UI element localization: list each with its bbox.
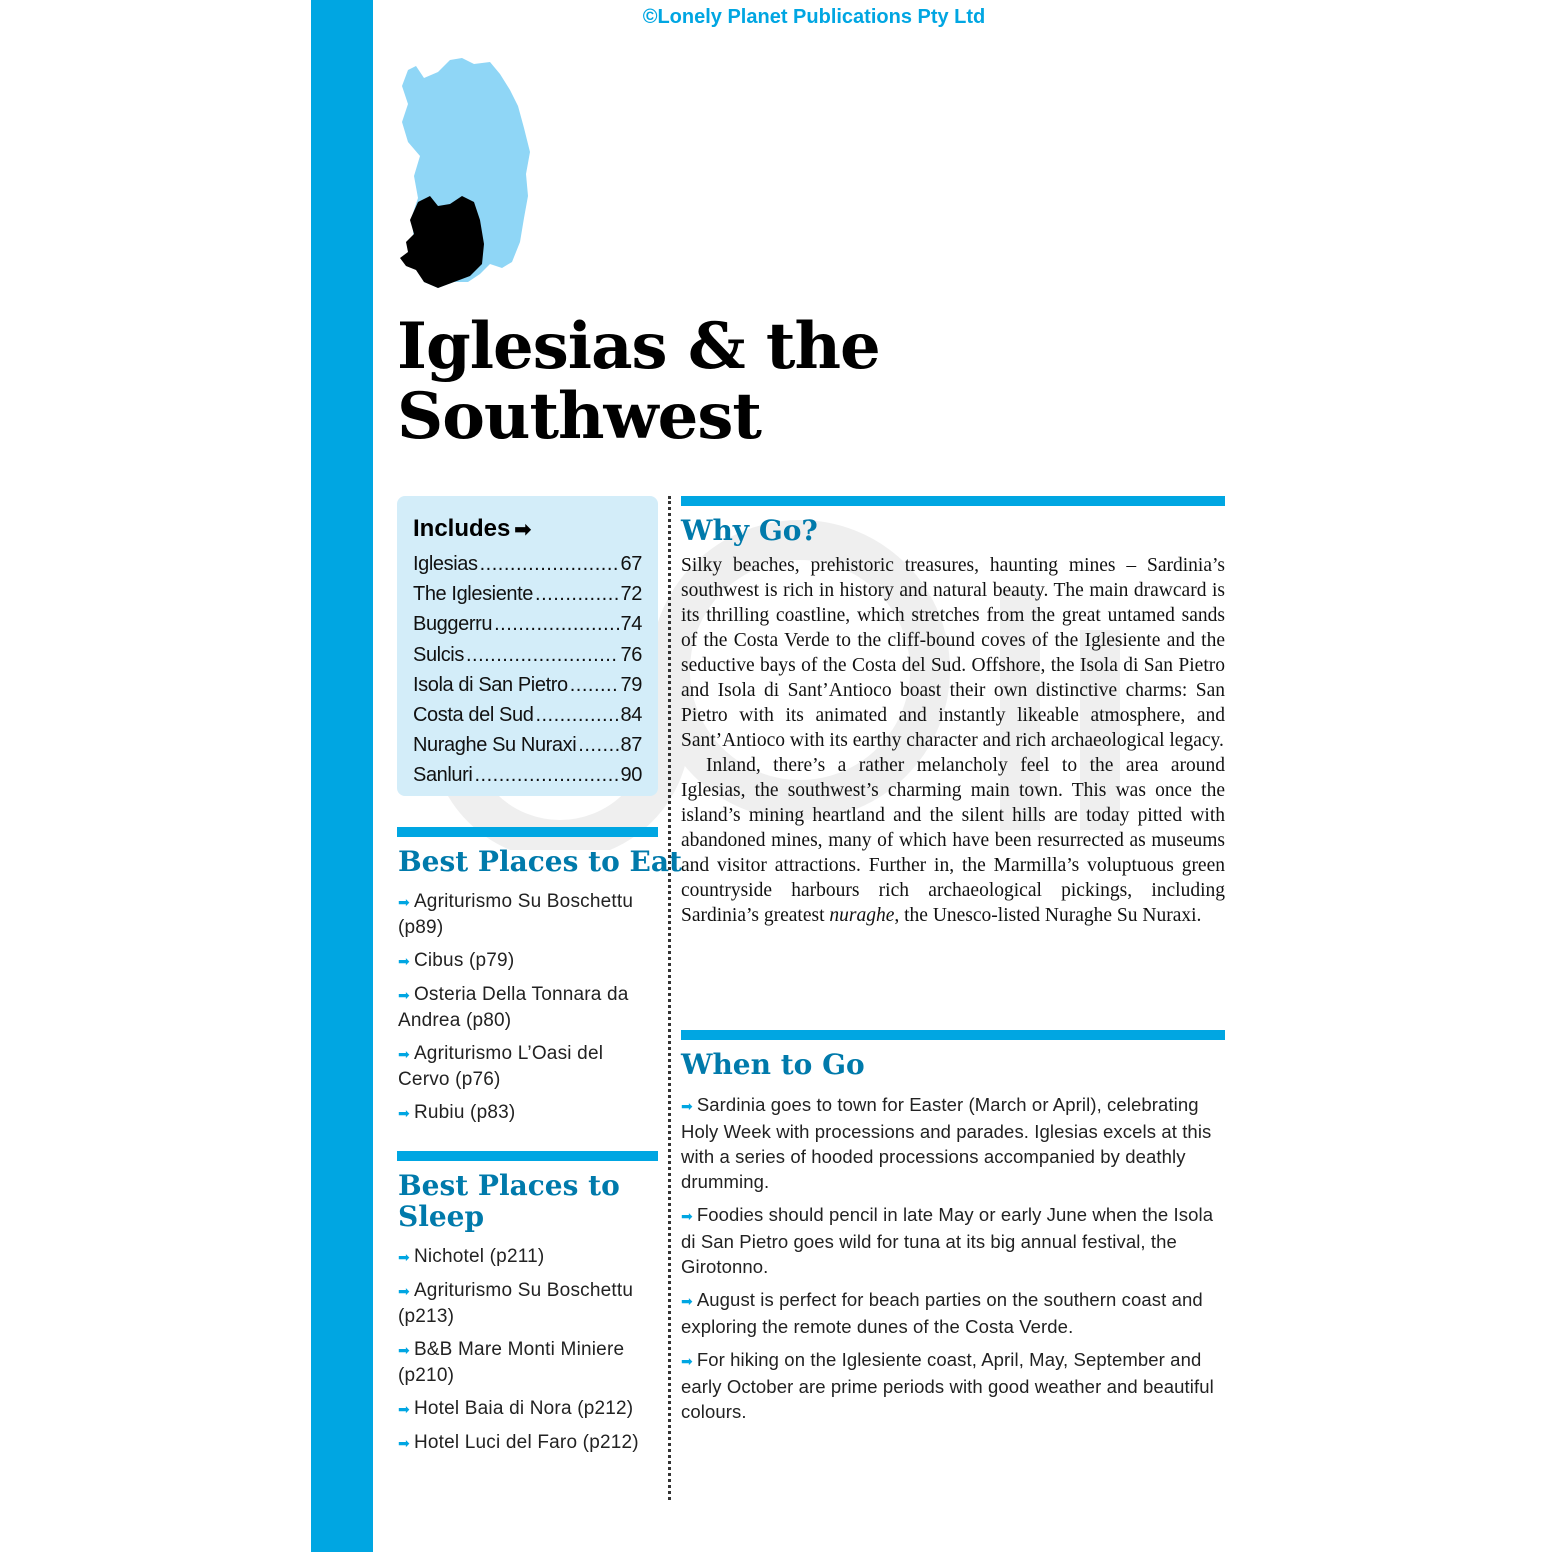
eat-section-rule bbox=[397, 827, 658, 837]
page-title-line2: Southwest bbox=[397, 379, 761, 454]
arrow-right-icon: ➡ bbox=[398, 1046, 410, 1062]
dot-leader bbox=[474, 760, 618, 790]
list-item-text: Agriturismo L’Oasi del Cervo (p76) bbox=[398, 1043, 604, 1090]
southwest-region-shape bbox=[400, 196, 484, 288]
list-item bbox=[398, 1430, 660, 1456]
arrow-right-icon: ➡ bbox=[681, 1293, 693, 1309]
includes-item-label: Nuraghe Su Nuraxi bbox=[413, 734, 577, 757]
list-item-text: For hiking on the Iglesiente coast, April, May, September and early October are prime periods with good weather and beautiful colours. bbox=[681, 1349, 1214, 1422]
list-item bbox=[398, 889, 660, 940]
arrow-right-icon: ➡ bbox=[398, 1105, 410, 1121]
sleep-heading bbox=[398, 1170, 620, 1232]
why-go-rule bbox=[681, 496, 1225, 506]
eat-heading: Best Places to Eat bbox=[398, 845, 682, 878]
sleep-list bbox=[398, 1244, 660, 1464]
arrow-right-icon: ➡ bbox=[398, 1435, 410, 1451]
includes-item[interactable] bbox=[413, 730, 642, 760]
includes-item-page: 67 bbox=[620, 553, 642, 575]
includes-item-page: 90 bbox=[620, 764, 642, 787]
includes-item-label: Costa del Sud bbox=[413, 704, 534, 727]
arrow-right-icon: ➡ bbox=[398, 1401, 410, 1417]
list-item bbox=[398, 1244, 660, 1270]
column-divider bbox=[668, 496, 671, 1500]
page-title bbox=[397, 309, 880, 454]
list-item-text: August is perfect for beach parties on the southern coast and exploring the remote dunes of the Costa Verde. bbox=[681, 1289, 1203, 1337]
includes-item[interactable] bbox=[413, 670, 642, 700]
includes-item-page: 79 bbox=[620, 673, 642, 696]
includes-item-label: Iglesias bbox=[413, 553, 478, 575]
includes-item-page: 74 bbox=[620, 613, 642, 636]
list-item bbox=[398, 1041, 660, 1092]
why-go-paragraph-2 bbox=[681, 753, 1225, 928]
includes-item-label: Sulcis bbox=[413, 643, 464, 666]
list-item-text: Foodies should pencil in late May or early June when the Isola di San Pietro goes wild for tuna at its big annual festival, the Girotonno. bbox=[681, 1204, 1214, 1277]
arrow-right-icon: ➡ bbox=[398, 1342, 410, 1358]
dot-leader bbox=[494, 609, 618, 639]
arrow-right-icon: ➡ bbox=[398, 1283, 410, 1299]
list-item bbox=[681, 1347, 1225, 1424]
sleep-heading-line1: Best Places to bbox=[398, 1169, 620, 1202]
why-go-body bbox=[681, 553, 1225, 928]
list-item bbox=[398, 1100, 660, 1126]
list-item-text: Osteria Della Tonnara da Andrea (p80) bbox=[398, 984, 629, 1031]
list-item bbox=[398, 1396, 660, 1422]
list-item bbox=[681, 1202, 1225, 1279]
sardinia-locator-map bbox=[394, 56, 534, 292]
when-to-go-list bbox=[681, 1092, 1225, 1432]
list-item-text: Rubiu (p83) bbox=[413, 1102, 516, 1123]
list-item bbox=[398, 982, 660, 1033]
list-item-text: Nichotel (p211) bbox=[413, 1246, 545, 1267]
arrow-right-icon: ➡ bbox=[398, 987, 410, 1003]
why-go-paragraph-2-emphasis: nuraghe bbox=[829, 905, 895, 926]
sleep-section-rule bbox=[397, 1151, 658, 1161]
includes-item[interactable] bbox=[413, 579, 642, 609]
includes-item-label: The Iglesiente bbox=[413, 583, 534, 606]
list-item bbox=[398, 1337, 660, 1388]
includes-item[interactable] bbox=[413, 760, 642, 790]
includes-item-page: 76 bbox=[620, 643, 642, 666]
arrow-right-icon: ➡ bbox=[514, 519, 532, 541]
sleep-heading-line2: Sleep bbox=[398, 1200, 485, 1233]
dot-leader bbox=[480, 549, 619, 579]
list-item bbox=[681, 1092, 1225, 1194]
includes-item-page: 72 bbox=[620, 583, 642, 606]
list-item-text: Agriturismo Su Boschettu (p213) bbox=[398, 1280, 634, 1327]
when-to-go-rule bbox=[681, 1030, 1225, 1040]
dot-leader bbox=[570, 670, 619, 700]
includes-heading bbox=[413, 514, 642, 545]
why-go-paragraph-2-end: , the Unesco-listed Nuraghe Su Nuraxi. bbox=[894, 905, 1202, 926]
list-item bbox=[398, 948, 660, 974]
includes-item-label: Sanluri bbox=[413, 764, 473, 787]
when-to-go-heading: When to Go bbox=[681, 1048, 865, 1081]
includes-item[interactable] bbox=[413, 700, 642, 730]
list-item-text: Hotel Baia di Nora (p212) bbox=[413, 1398, 634, 1419]
why-go-paragraph-1: Silky beaches, prehistoric treasures, haunting mines – Sardinia’s southwest is rich in history and natural beauty. The main drawcard is its thrilling coastline, which stretches from the great untamed sands of the Costa Verde to the cliff-bound coves of the Iglesiente and the seductive bays of the Costa del Sud. Offshore, the Isola di San Pietro and Isola di Sant’Antioco boast their own distinctive charms: San Pietro with its animated and instantly likeable atmosphere, and Sant’Antioco with its earthy character and rich archaeological legacy. bbox=[681, 555, 1225, 751]
dot-leader bbox=[466, 640, 619, 670]
arrow-right-icon: ➡ bbox=[398, 1249, 410, 1265]
eat-list bbox=[398, 889, 660, 1134]
dot-leader bbox=[578, 730, 618, 760]
dot-leader bbox=[535, 579, 619, 609]
dot-leader bbox=[535, 700, 618, 730]
why-go-heading: Why Go? bbox=[681, 514, 818, 547]
page-title-line1: Iglesias & the bbox=[397, 309, 880, 384]
sidebar-color-band bbox=[311, 0, 373, 1552]
includes-heading-text: Includes bbox=[413, 515, 511, 542]
arrow-right-icon: ➡ bbox=[681, 1208, 693, 1224]
arrow-right-icon: ➡ bbox=[398, 894, 410, 910]
includes-item-label: Buggerru bbox=[413, 613, 493, 636]
includes-box bbox=[397, 496, 658, 796]
list-item-text: Sardinia goes to town for Easter (March or April), celebrating Holy Week with processions and parades. Iglesias excels at this with a series of hooded processions accompanied by deathly drumming. bbox=[681, 1094, 1212, 1192]
includes-item-page: 84 bbox=[620, 704, 642, 727]
arrow-right-icon: ➡ bbox=[681, 1098, 693, 1114]
includes-item-label: Isola di San Pietro bbox=[413, 673, 568, 696]
includes-item-page: 87 bbox=[620, 734, 642, 757]
includes-item[interactable] bbox=[413, 549, 642, 579]
arrow-right-icon: ➡ bbox=[681, 1353, 693, 1369]
list-item-text: Cibus (p79) bbox=[413, 950, 515, 971]
list-item-text: Agriturismo Su Boschettu (p89) bbox=[398, 891, 634, 938]
includes-item[interactable] bbox=[413, 609, 642, 639]
list-item bbox=[398, 1278, 660, 1329]
list-item-text: B&B Mare Monti Miniere (p210) bbox=[398, 1339, 625, 1386]
list-item bbox=[681, 1287, 1225, 1339]
why-go-paragraph-2-start: Inland, there’s a rather melancholy feel to the area around Iglesias, the southwest’s charming main town. This was once the island’s mining heartland and the silent hills are today pitted with abandoned mines, many of which have been resurrected as museums and visitor attractions. Further in, the Marmilla’s voluptuous green countryside harbours rich archaeological pickings, including Sardinia’s greatest bbox=[681, 755, 1225, 926]
copyright-notice: ©Lonely Planet Publications Pty Ltd bbox=[642, 6, 986, 28]
includes-item[interactable] bbox=[413, 640, 642, 670]
arrow-right-icon: ➡ bbox=[398, 953, 410, 969]
list-item-text: Hotel Luci del Faro (p212) bbox=[413, 1432, 639, 1453]
